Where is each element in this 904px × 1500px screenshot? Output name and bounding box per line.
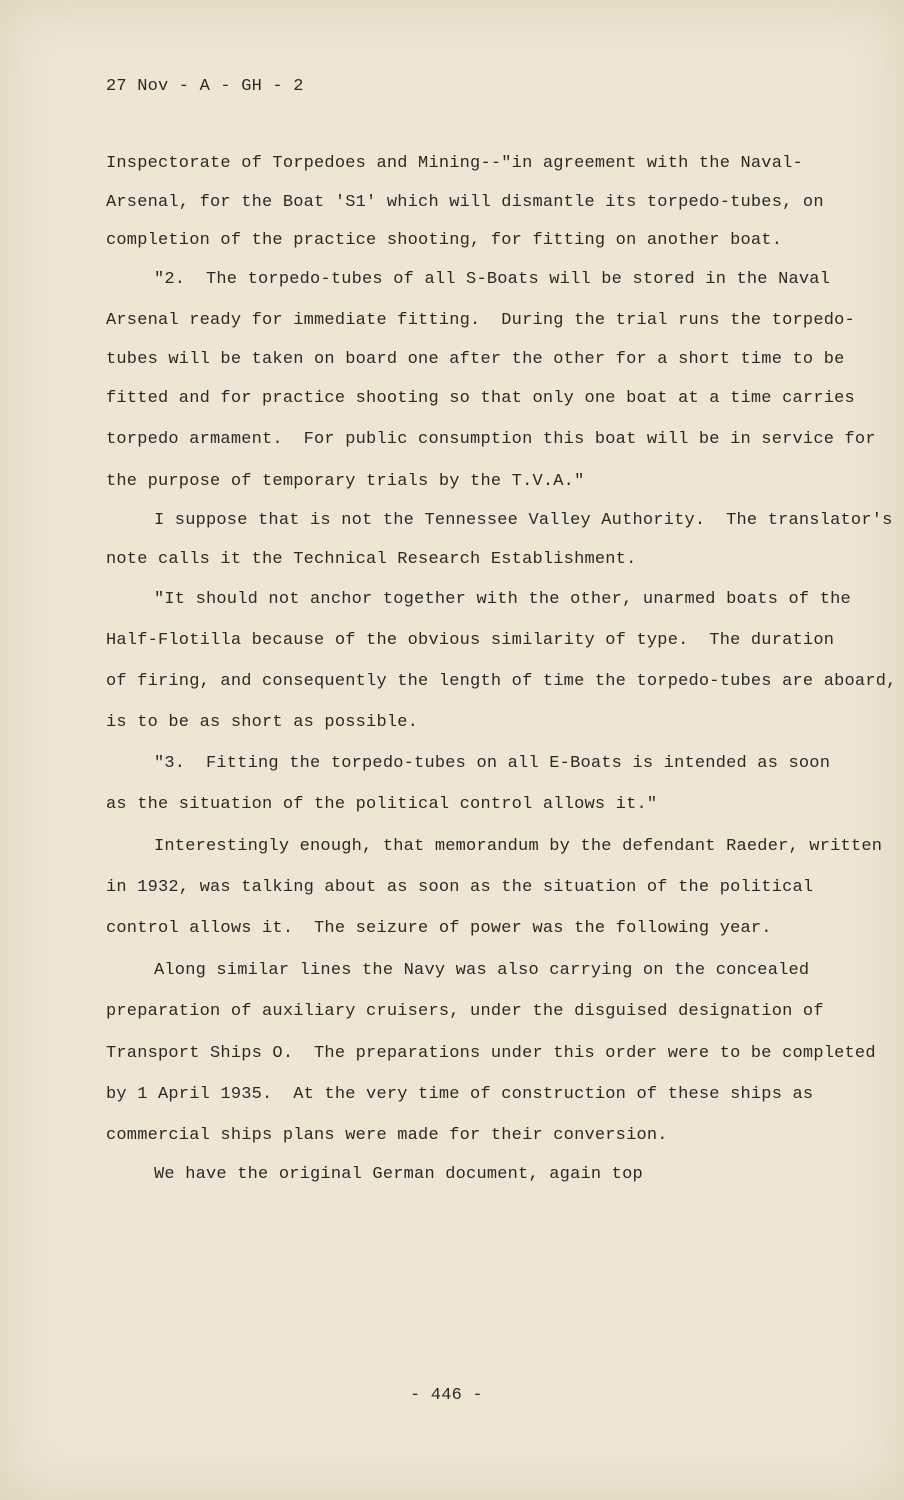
text-line: Transport Ships O. The preparations under this order were to be completed bbox=[106, 1044, 876, 1063]
text-line: We have the original German document, again top bbox=[154, 1165, 643, 1184]
text-line: commercial ships plans were made for their conversion. bbox=[106, 1126, 668, 1145]
text-line: completion of the practice shooting, for fitting on another boat. bbox=[106, 231, 783, 250]
text-line: "3. Fitting the torpedo-tubes on all E-Boats is intended as soon bbox=[154, 754, 831, 773]
text-line: "It should not anchor together with the other, unarmed boats of the bbox=[154, 590, 851, 609]
text-line: I suppose that is not the Tennessee Valley Authority. The translator's bbox=[154, 511, 893, 530]
text-line: is to be as short as possible. bbox=[106, 713, 419, 732]
text-line: Inspectorate of Torpedoes and Mining--"in agreement with the Naval- bbox=[106, 154, 803, 173]
text-line: control allows it. The seizure of power was the following year. bbox=[106, 919, 772, 938]
text-line: Interestingly enough, that memorandum by the defendant Raeder, written bbox=[154, 837, 883, 856]
text-line: Half-Flotilla because of the obvious similarity of type. The duration bbox=[106, 631, 835, 650]
text-line: tubes will be taken on board one after the other for a short time to be bbox=[106, 350, 845, 369]
text-line: preparation of auxiliary cruisers, under the disguised designation of bbox=[106, 1002, 824, 1021]
text-line: torpedo armament. For public consumption this boat will be in service for bbox=[106, 430, 876, 449]
text-line: of firing, and consequently the length of time the torpedo-tubes are aboard, bbox=[106, 672, 897, 691]
text-line: Along similar lines the Navy was also carrying on the concealed bbox=[154, 961, 810, 980]
text-line: "2. The torpedo-tubes of all S-Boats will be stored in the Naval bbox=[154, 270, 831, 289]
page-header: 27 Nov - A - GH - 2 bbox=[106, 77, 304, 96]
text-line: by 1 April 1935. At the very time of construction of these ships as bbox=[106, 1085, 814, 1104]
text-line: fitted and for practice shooting so that only one boat at a time carries bbox=[106, 389, 855, 408]
text-line: the purpose of temporary trials by the T.V.A." bbox=[106, 472, 585, 491]
text-line: as the situation of the political control allows it." bbox=[106, 795, 658, 814]
text-line: in 1932, was talking about as soon as the situation of the political bbox=[106, 878, 814, 897]
text-line: Arsenal ready for immediate fitting. During the trial runs the torpedo- bbox=[106, 311, 855, 330]
text-line: Arsenal, for the Boat 'S1' which will dismantle its torpedo-tubes, on bbox=[106, 193, 824, 212]
page-number: - 446 - bbox=[410, 1386, 483, 1405]
text-line: note calls it the Technical Research Establishment. bbox=[106, 550, 637, 569]
